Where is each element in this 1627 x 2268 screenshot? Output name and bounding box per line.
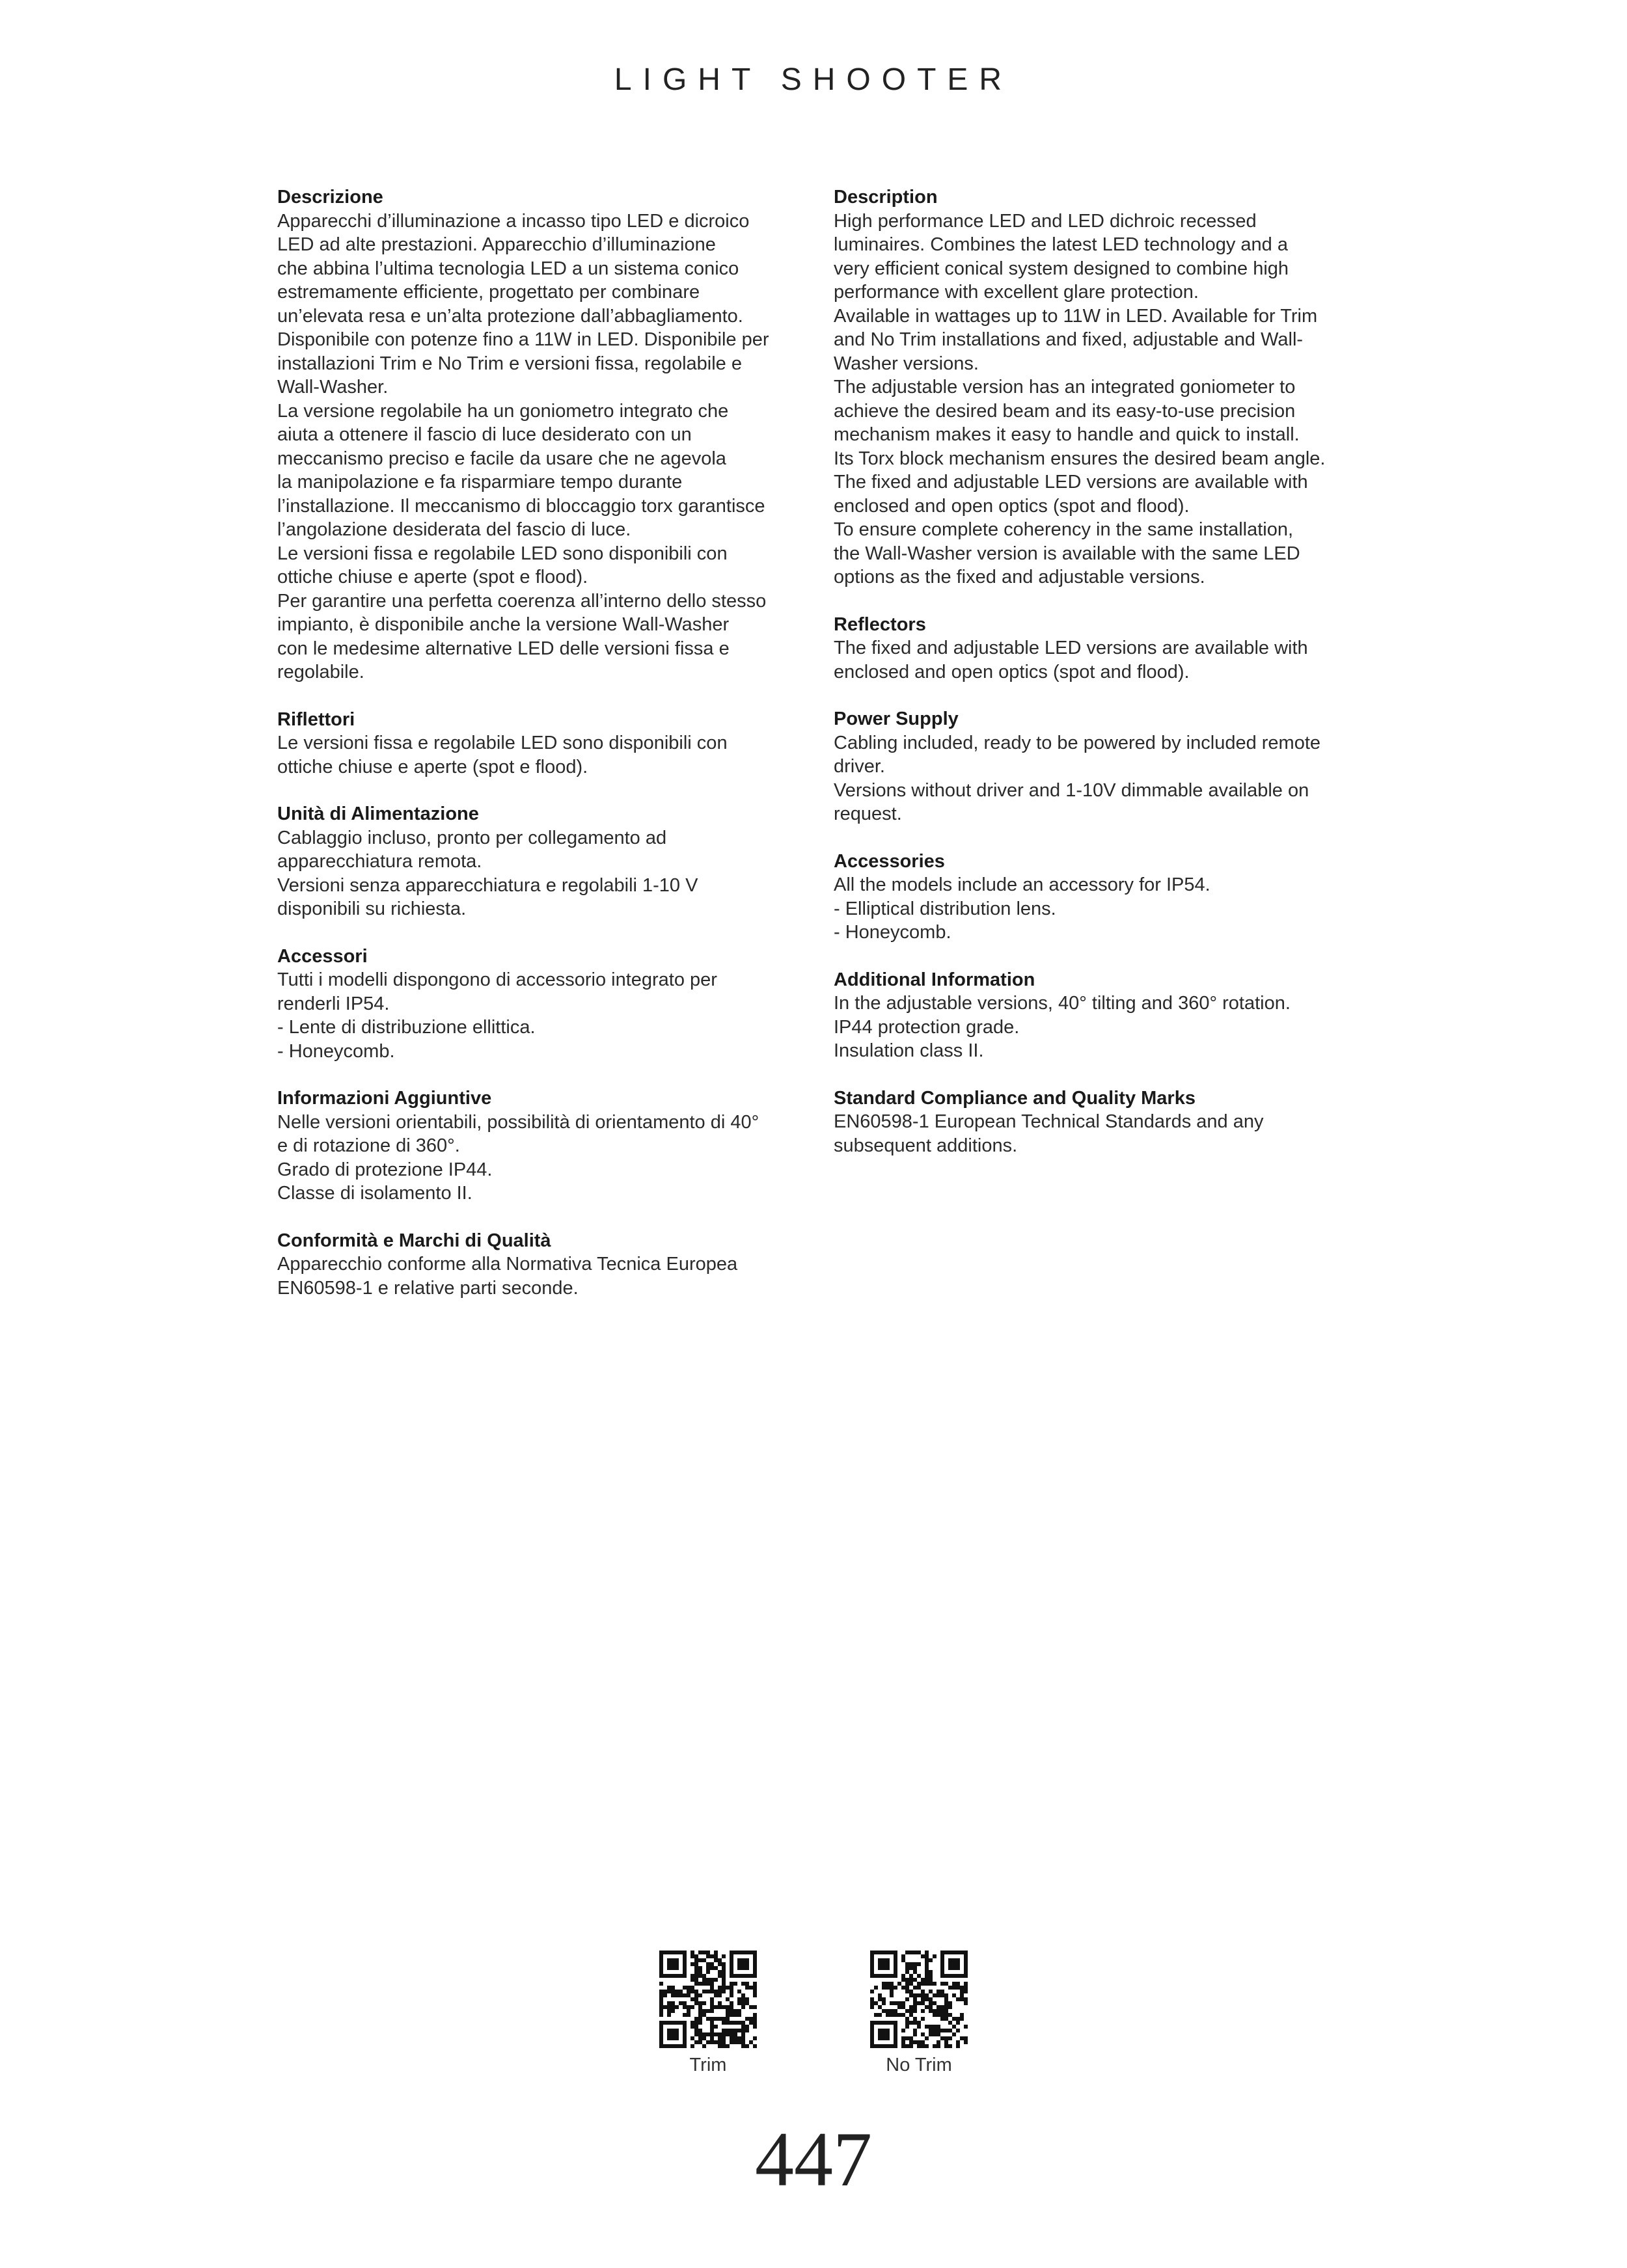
section-english-0 xyxy=(834,185,1361,589)
section-line: - Elliptical distribution lens. xyxy=(834,898,1056,919)
section-line: Per garantire una perfetta coerenza all’interno dello stesso xyxy=(277,590,767,612)
section-line: la manipolazione e fa risparmiare tempo durante xyxy=(277,472,683,493)
section-line: - Lente di distribuzione ellittica. xyxy=(277,1017,536,1038)
section-line: Cabling included, ready to be powered by included remote xyxy=(834,732,1321,753)
section-line: meccanismo preciso e facile da usare che ne agevola xyxy=(277,448,726,469)
section-heading: Informazioni Aggiuntive xyxy=(277,1088,492,1109)
section-line: - Honeycomb. xyxy=(277,1040,395,1062)
section-line: impianto, è disponibile anche la versione Wall-Washer xyxy=(277,614,730,635)
section-line: Grado di protezione IP44. xyxy=(277,1159,493,1180)
section-line: Its Torx block mechanism ensures the desired beam angle. xyxy=(834,448,1326,469)
section-line: Apparecchi d’illuminazione a incasso tipo LED e dicroico xyxy=(277,210,750,232)
section-english-5 xyxy=(834,1087,1361,1158)
section-line: performance with excellent glare protection. xyxy=(834,282,1199,303)
section-english-1 xyxy=(834,613,1361,684)
section-english-4 xyxy=(834,968,1361,1063)
section-line: apparecchiatura remota. xyxy=(277,851,482,872)
section-line: Insulation class II. xyxy=(834,1040,984,1061)
section-heading: Power Supply xyxy=(834,709,959,729)
section-line: - Honeycomb. xyxy=(834,922,951,943)
section-heading: Accessori xyxy=(277,945,368,967)
section-line: l’installazione. Il meccanismo di bloccaggio torx garantisce xyxy=(277,495,765,517)
qr-code-icon xyxy=(659,1951,757,2048)
section-line: Classe di isolamento II. xyxy=(277,1183,472,1204)
section-heading: Reflectors xyxy=(834,614,926,635)
section-line: ottiche chiuse e aperte (spot e flood). xyxy=(277,567,588,587)
section-line: aiuta a ottenere il fascio di luce desiderato con un xyxy=(277,424,692,445)
qr-trim-label: Trim xyxy=(689,2055,727,2075)
section-line: disponibili su richiesta. xyxy=(277,898,467,919)
section-line: To ensure complete coherency in the same installation, xyxy=(834,519,1294,540)
section-line: e di rotazione di 360°. xyxy=(277,1135,460,1156)
section-line: In the adjustable versions, 40° tilting and 360° rotation. xyxy=(834,993,1291,1014)
section-english-3 xyxy=(834,850,1361,945)
section-line: High performance LED and LED dichroic recessed xyxy=(834,210,1257,232)
section-line: IP44 protection grade. xyxy=(834,1016,1020,1038)
section-line: The fixed and adjustable LED versions are available with xyxy=(834,472,1308,493)
section-line: che abbina l’ultima tecnologia LED a un sistema conico xyxy=(277,258,739,279)
qr-no-trim-label: No Trim xyxy=(886,2055,952,2075)
section-italian-3 xyxy=(277,945,804,1064)
section-line: request. xyxy=(834,803,902,824)
section-heading: Riflettori xyxy=(277,709,355,730)
page-number: 447 xyxy=(755,2116,872,2202)
section-line: luminaires. Combines the latest LED technology and a xyxy=(834,234,1288,255)
qr-no-trim[interactable] xyxy=(854,1951,984,2076)
section-line: Disponibile con potenze fino a 11W in LED. Disponibile per xyxy=(277,329,769,350)
section-line: All the models include an accessory for IP54. xyxy=(834,874,1210,895)
section-english-2 xyxy=(834,707,1361,826)
section-italian-4 xyxy=(277,1087,804,1206)
section-italian-2 xyxy=(277,802,804,921)
section-line: La versione regolabile ha un goniometro integrato che xyxy=(277,400,729,422)
section-line: Le versioni fissa e regolabile LED sono disponibili con xyxy=(277,733,728,753)
section-line: l’angolazione desiderata del fascio di luce. xyxy=(277,519,631,540)
section-line: the Wall-Washer version is available with the same LED xyxy=(834,543,1300,564)
section-line: options as the fixed and adjustable versions. xyxy=(834,567,1205,587)
section-line: Cablaggio incluso, pronto per collegamento ad xyxy=(277,827,667,848)
section-line: Le versioni fissa e regolabile LED sono disponibili con xyxy=(277,543,728,564)
section-heading: Descrizione xyxy=(277,187,383,208)
section-italian-0 xyxy=(277,185,804,684)
section-heading: Unità di Alimentazione xyxy=(277,803,479,824)
section-italian-5 xyxy=(277,1229,804,1301)
section-line: EN60598-1 European Technical Standards and any xyxy=(834,1111,1264,1132)
section-line: Apparecchio conforme alla Normativa Tecnica Europea xyxy=(277,1254,738,1275)
section-line: driver. xyxy=(834,756,885,777)
section-heading: Standard Compliance and Quality Marks xyxy=(834,1087,1196,1109)
section-heading: Accessories xyxy=(834,850,945,872)
section-line: ottiche chiuse e aperte (spot e flood). xyxy=(277,756,588,777)
section-italian-1 xyxy=(277,708,804,779)
section-line: mechanism makes it easy to handle and quick to install. xyxy=(834,424,1300,445)
section-heading: Additional Information xyxy=(834,969,1035,990)
section-line: The adjustable version has an integrated goniometer to xyxy=(834,377,1296,398)
english-column xyxy=(834,185,1361,1181)
section-line: EN60598-1 e relative parti seconde. xyxy=(277,1277,579,1299)
section-line: Nelle versioni orientabili, possibilità di orientamento di 40° xyxy=(277,1111,759,1133)
section-line: regolabile. xyxy=(277,662,364,682)
section-line: Versions without driver and 1-10V dimmable available on xyxy=(834,779,1309,801)
section-line: estremamente efficiente, progettato per combinare xyxy=(277,282,700,303)
page-title: LIGHT SHOOTER xyxy=(614,62,1013,97)
section-line: enclosed and open optics (spot and flood). xyxy=(834,661,1190,682)
qr-trim[interactable] xyxy=(643,1951,773,2076)
section-line: Wall-Washer. xyxy=(277,377,389,398)
section-line: achieve the desired beam and its easy-to-use precision xyxy=(834,400,1296,422)
section-line: The fixed and adjustable LED versions are available with xyxy=(834,638,1308,658)
section-line: Tutti i modelli dispongono di accessorio integrato per xyxy=(277,969,717,990)
section-line: and No Trim installations and fixed, adjustable and Wall- xyxy=(834,329,1304,350)
section-line: Washer versions. xyxy=(834,353,979,374)
section-line: con le medesime alternative LED delle versioni fissa e xyxy=(277,638,730,659)
section-line: LED ad alte prestazioni. Apparecchio d’illuminazione xyxy=(277,234,716,255)
section-line: un’elevata resa e un’alta protezione dall’abbagliamento. xyxy=(277,305,743,327)
section-line: subsequent additions. xyxy=(834,1135,1018,1156)
italian-column xyxy=(277,185,804,1323)
section-line: renderli IP54. xyxy=(277,993,390,1014)
section-line: installazioni Trim e No Trim e versioni fissa, regolabile e xyxy=(277,353,742,374)
section-heading: Description xyxy=(834,187,938,208)
section-line: Available in wattages up to 11W in LED. Available for Trim xyxy=(834,305,1318,327)
section-line: very efficient conical system designed to combine high xyxy=(834,258,1289,279)
qr-code-icon xyxy=(870,1951,968,2048)
section-line: enclosed and open optics (spot and flood). xyxy=(834,495,1190,517)
section-heading: Conformità e Marchi di Qualità xyxy=(277,1230,551,1251)
section-line: Versioni senza apparecchiatura e regolabili 1-10 V xyxy=(277,874,698,896)
